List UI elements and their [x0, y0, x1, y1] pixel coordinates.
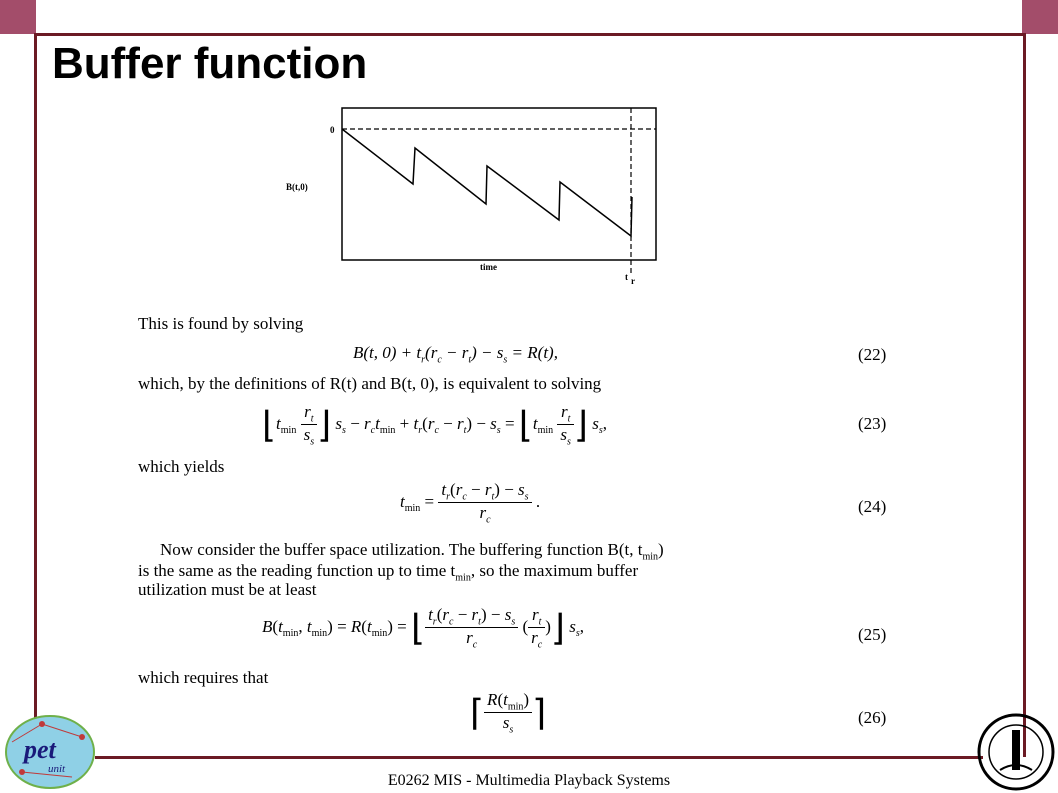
equation-25: $B(t_{min}$, $t_{min}) = R(t_{min})$ = ⌊ $\frac{t_r(r_c - r_t) - s_s}{r_c}$ ( $\frac{r_t}{r_c}$ )⌋ $s_s$, — [262, 605, 584, 651]
equation-23-number: (23) — [858, 414, 887, 433]
graph-y-label: B(t,0) — [286, 182, 308, 192]
text-line-2: which, by the definitions of R(t) and B(t, 0), is equivalent to solving — [138, 374, 602, 393]
equation-22: B(t, $0) + t_r(r_c - r_t) - s_s = R(t)$, — [353, 343, 558, 366]
graph-origin-label: 0 — [330, 125, 335, 135]
buffer-sawtooth-curve — [342, 129, 632, 236]
equation-22-number: (22) — [858, 345, 887, 364]
graph-tr-sub: r — [631, 276, 635, 286]
equation-26-number: (26) — [858, 708, 887, 727]
paragraph-line-1: Now consider the buffer space utilization. The buffering function B(t, $t_{min}$) — [160, 540, 664, 563]
paragraph-line-2: is the same as the reading function up to time $t_{min}$, so the maximum buffer — [138, 561, 639, 584]
graph-tr-label: t — [625, 272, 628, 282]
slide-title: Buffer function — [52, 39, 368, 88]
eq22-lhs: B(t, 0) + t — [353, 343, 422, 362]
equation-24-number: (24) — [858, 497, 887, 516]
equation-23: $⌊t_{min}$ $\frac{r_t}{s_s}$ ⌋ $s_s - r_ct_{min} + t_r(r_c - r_t) - s_s$ = $⌊t_{min}$ $\frac{r_t}{s_s}$ ⌋ $s_s$, — [262, 402, 607, 448]
text-line-4: which requires that — [138, 668, 269, 687]
equation-25-number: (25) — [858, 625, 887, 644]
top-right-decoration — [1022, 0, 1058, 34]
text-line-3: which yields — [138, 457, 225, 476]
text-line-1: This is found by solving — [138, 314, 304, 333]
paragraph-line-3: utilization must be at least — [138, 580, 317, 599]
equation-26: ⌈ $\frac{R(t_{min})}{s_s}$ ⌉ — [470, 690, 547, 736]
top-left-decoration — [0, 0, 36, 34]
pet-logo-subtext: unit — [48, 763, 66, 775]
pet-logo-text: pet — [24, 735, 56, 764]
slide-footer: E0262 MIS - Multimedia Playback Systems — [387, 772, 671, 789]
graph-x-label: time — [480, 262, 497, 272]
equation-24: $t_{min}$ = $\frac{t_r(r_c - r_t) - s_s}{r_c}$ . — [400, 480, 541, 526]
slide-frame-bottom — [95, 756, 983, 759]
buffer-graph — [280, 100, 670, 290]
graph-box — [342, 108, 656, 260]
